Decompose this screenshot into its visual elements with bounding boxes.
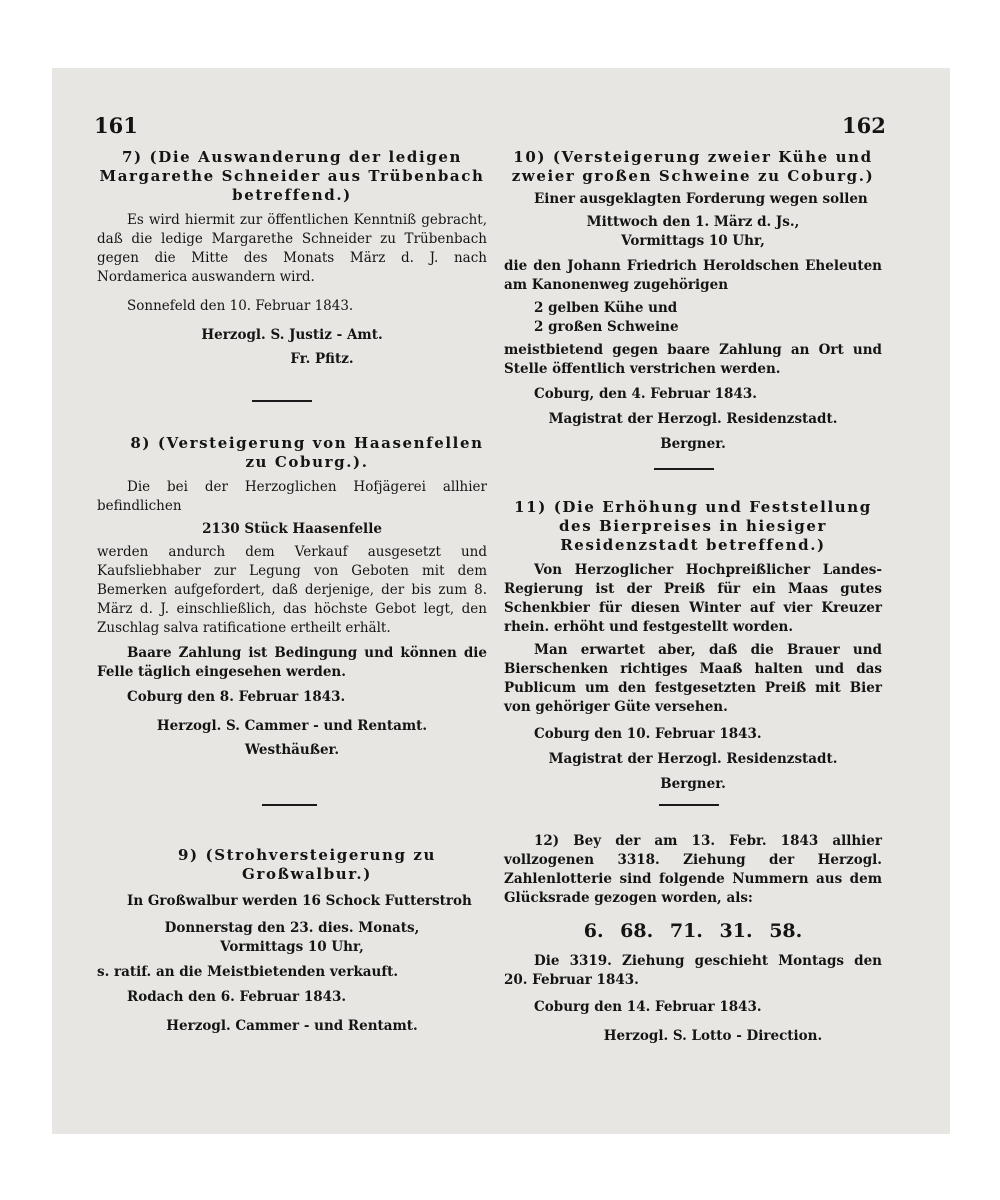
section-10-heading: 10) (Versteigerung zweier Kühe und zweier großen Schweine zu Coburg.) (511, 148, 875, 185)
section-8-item: 2130 Stück Haasenfelle (202, 521, 382, 537)
section-10-item-2: 2 großen Schweine (534, 319, 679, 335)
section-9-place-date: Rodach den 6. Februar 1843. (127, 989, 347, 1005)
section-9-office: Herzogl. Cammer - und Rentamt. (166, 1018, 418, 1034)
section-11-office: Magistrat der Herzogl. Residenzstadt. (548, 751, 838, 767)
page-number-right: 162 (842, 113, 886, 138)
section-8-intro: Die bei der Herzoglichen Hofjägerei allhier befindlichen (97, 479, 487, 514)
section-10-sale: meistbietend gegen baare Zahlung an Ort und Stelle öffentlich verstrichen werden. (504, 342, 882, 377)
section-9-body: In Großwalbur werden 16 Schock Futterstroh (127, 893, 472, 909)
section-7-heading: 7) (Die Auswanderung der ledigen Margarethe Schneider aus Trübenbach betreffend.) (99, 148, 485, 204)
section-7 (97, 148, 487, 369)
section-divider (262, 804, 317, 806)
section-10-body: die den Johann Friedrich Heroldschen Eheleuten am Kanonenweg zugehörigen (504, 258, 882, 293)
section-9-date: Donnerstag den 23. dies. Monats, (164, 920, 420, 936)
section-10-date: Mittwoch den 1. März d. Js., (586, 214, 800, 230)
section-8-body: werden andurch dem Verkauf ausgesetzt und Kaufsliebhaber zur Legung von Geboten mit dem Bemerken aufgefordert, daß derjenige, der bis zum 8. März d. J. einschließlich, das höchste Gebot legt, den Zuschlag salva ratificatione ertheilt erhält. (97, 544, 487, 636)
section-11 (504, 498, 882, 794)
section-10-place-date: Coburg, den 4. Februar 1843. (534, 386, 757, 402)
section-8-place-date: Coburg den 8. Februar 1843. (127, 689, 346, 705)
section-11-signer: Bergner. (660, 776, 726, 792)
newspaper-page (52, 68, 950, 1134)
section-9 (97, 846, 487, 1036)
page-number-left: 161 (94, 113, 138, 138)
section-12-place-date: Coburg den 14. Februar 1843. (534, 999, 762, 1015)
section-divider (659, 804, 719, 806)
section-12-office: Herzogl. S. Lotto - Direction. (603, 1028, 823, 1044)
section-12-body: 12) Bey der am 13. Febr. 1843 allhier vollzogenen 3318. Ziehung der Herzogl. Zahlenlotterie sind folgende Nummern aus dem Glücksrade gezogen worden, als: (504, 833, 882, 906)
section-7-office: Herzogl. S. Justiz - Amt. (201, 327, 383, 343)
section-8-signer: Westhäußer. (244, 742, 340, 758)
lottery-numbers: 6. 68. 71. 31. 58. (583, 920, 803, 942)
section-7-place-date: Sonnefeld den 10. Februar 1843. (127, 298, 354, 314)
section-9-sale: s. ratif. an die Meistbietenden verkauft. (97, 964, 399, 980)
section-7-body: Es wird hiermit zur öffentlichen Kenntniß gebracht, daß die ledige Margarethe Schneider zu Trübenbach gegen die Mitte des Monats März d. J. nach Nordamerica auswandern wird. (97, 212, 487, 285)
section-11-body-2: Man erwartet aber, daß die Brauer und Bierschenken richtiges Maaß halten und das Publicum um den festgesetzten Preiß mit Bier von gehöriger Güte versehen. (504, 642, 882, 715)
section-divider (252, 400, 312, 402)
section-8-heading: 8) (Versteigerung von Haasenfellen zu Coburg.). (130, 434, 484, 471)
section-divider (654, 468, 714, 470)
section-10-item-1: 2 gelben Kühe und (534, 300, 678, 316)
section-11-place-date: Coburg den 10. Februar 1843. (534, 726, 762, 742)
section-8 (97, 434, 487, 760)
section-11-body-1: Von Herzoglicher Hochpreißlicher Landes-Regierung ist der Preiß für ein Maas gutes Schenkbier für diesen Winter auf vier Kreuzer rhein. erhöht und festgestellt worden. (504, 562, 882, 635)
section-10-time: Vormittags 10 Uhr, (621, 233, 765, 249)
section-11-heading: 11) (Die Erhöhung und Feststellung des Bierpreises in hiesiger Residenzstadt betreffend.) (514, 498, 872, 554)
section-10 (504, 148, 882, 454)
section-12 (504, 832, 882, 1046)
section-9-time: Vormittags 10 Uhr, (220, 939, 364, 955)
section-12-next-drawing: Die 3319. Ziehung geschieht Montags den 20. Februar 1843. (504, 953, 882, 988)
section-8-office: Herzogl. S. Cammer - und Rentamt. (156, 718, 428, 734)
section-10-office: Magistrat der Herzogl. Residenzstadt. (548, 411, 838, 427)
section-8-payment: Baare Zahlung ist Bedingung und können die Felle täglich eingesehen werden. (97, 645, 487, 680)
section-9-heading: 9) (Strohversteigerung zu Großwalbur.) (177, 846, 437, 883)
section-10-intro: Einer ausgeklagten Forderung wegen sollen (534, 191, 868, 207)
section-10-signer: Bergner. (660, 436, 726, 452)
section-7-signer: Fr. Pfitz. (290, 351, 354, 367)
